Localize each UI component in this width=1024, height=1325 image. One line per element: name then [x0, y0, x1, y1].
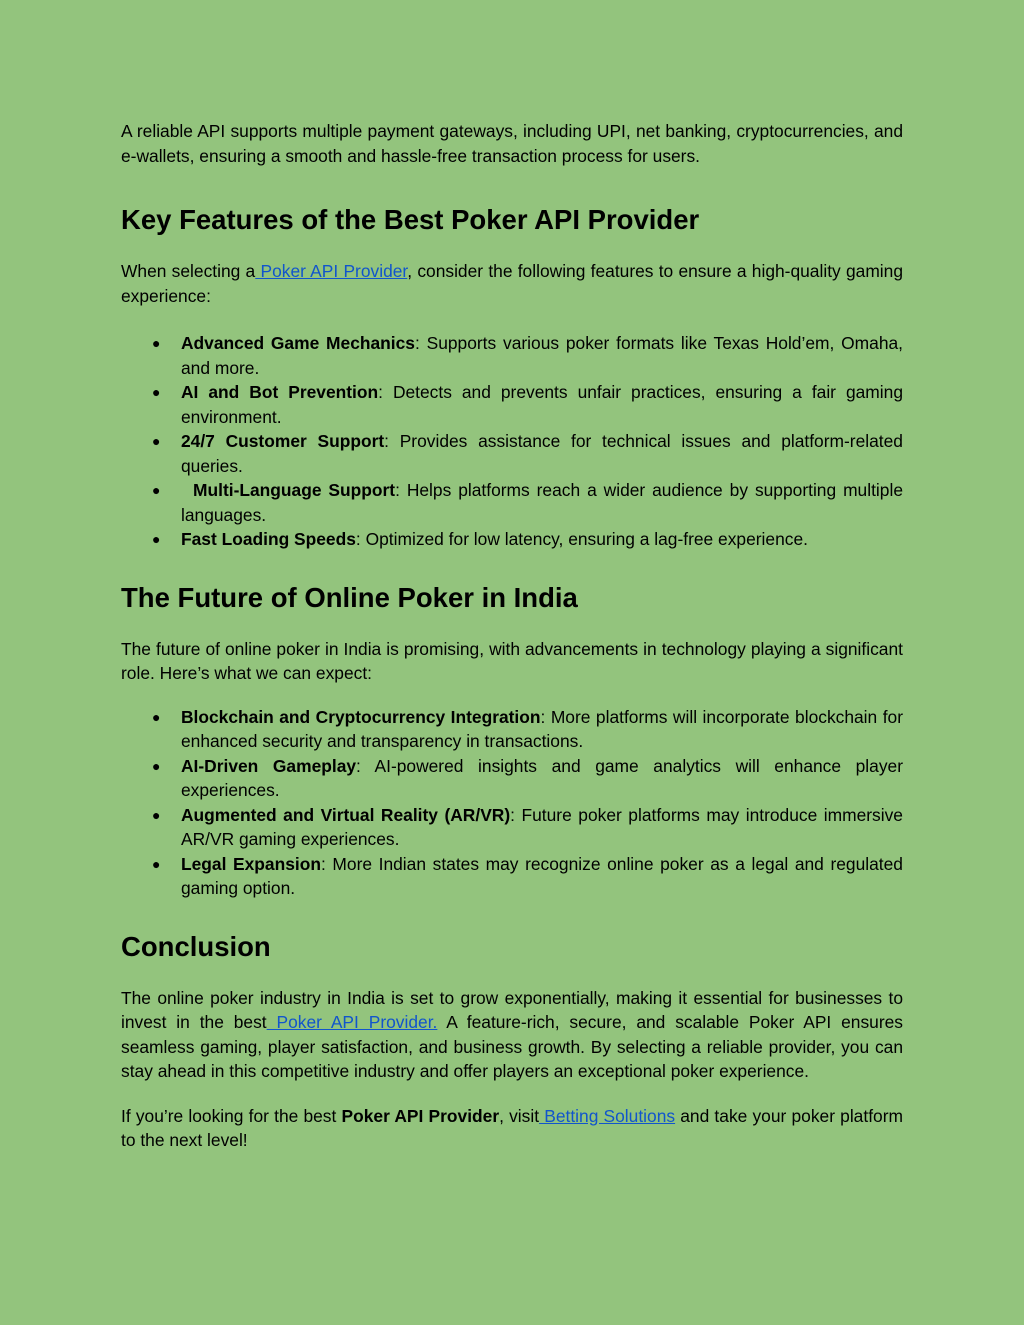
call-to-action-paragraph: [121, 1104, 903, 1153]
list-item-desc: : Detects and prevents unfair practices, ensuring a fair gaming environment.: [181, 382, 903, 427]
bullet-icon: ●: [152, 384, 161, 400]
list-item-desc: : Provides assistance for technical issues and platform-related queries.: [181, 431, 903, 476]
cta-bold-term: Poker API Provider: [341, 1105, 500, 1126]
features-lead-after: , consider the following features to ensure a high-quality gaming experience:: [121, 261, 904, 306]
list-item-term: Fast Loading Speeds: [181, 529, 356, 549]
list-item-desc: : Helps platforms reach a wider audience by supporting multiple languages.: [181, 480, 903, 525]
intro-paragraph: A reliable API supports multiple payment gateways, including UPI, net banking, cryptocurrencies, and e-wallets, ensuring a smooth and hassle-free transaction process for users.: [121, 121, 903, 166]
list-item-term: AI and Bot Prevention: [181, 382, 379, 402]
bullet-icon: ●: [152, 433, 161, 449]
list-item: [121, 380, 903, 429]
list-item-desc: : More platforms will incorporate blockchain for enhanced security and transparency in transactions.: [181, 706, 903, 751]
bullet-icon: ●: [152, 708, 161, 725]
poker-api-provider-link[interactable]: Poker API Provider: [255, 261, 408, 281]
cta-text-before: If you’re looking for the best: [121, 1105, 342, 1126]
conclusion-heading: Conclusion: [121, 930, 271, 962]
future-lead-paragraph: The future of online poker in India is promising, with advancements in technology playing a significant role. Here’s what we can expect:: [121, 638, 903, 683]
future-list: [121, 705, 903, 901]
list-item: [121, 527, 903, 552]
cta-text-after: and take your poker platform to the next level!: [121, 1105, 903, 1150]
features-heading: Key Features of the Best Poker API Provider: [121, 204, 700, 235]
betting-solutions-link[interactable]: Betting Solutions: [539, 1105, 676, 1126]
list-item-desc: : Optimized for low latency, ensuring a lag-free experience.: [355, 529, 808, 549]
list-item-term: Blockchain and Cryptocurrency Integration: [181, 706, 541, 727]
bullet-icon: ●: [152, 757, 161, 774]
features-lead-paragraph: [121, 259, 903, 308]
list-item: [121, 478, 903, 527]
list-item: [121, 803, 903, 852]
list-item: [121, 429, 903, 478]
poker-api-provider-link[interactable]: Poker API Provider.: [266, 1012, 438, 1032]
bullet-icon: ●: [152, 335, 161, 351]
features-lead-before: When selecting a: [121, 261, 256, 281]
conclusion-paragraph: [121, 986, 903, 1084]
bullet-icon: ●: [152, 531, 161, 547]
future-heading: The Future of Online Poker in India: [121, 581, 578, 613]
bullet-icon: ●: [152, 806, 161, 823]
list-item-desc: : More Indian states may recognize online poker as a legal and regulated gaming option.: [181, 853, 903, 898]
features-list: [121, 331, 903, 552]
document-body: [121, 119, 903, 1153]
bullet-icon: ●: [152, 482, 161, 498]
conclusion-text-after: A feature-rich, secure, and scalable Poker API ensures seamless gaming, player satisfaction, and business growth. By selecting a reliable provider, you can stay ahead in this competitive industry and offer players an exceptional poker experience.: [121, 1012, 903, 1081]
list-item-term: Legal Expansion: [181, 853, 321, 874]
cta-text-mid: , visit: [499, 1105, 540, 1126]
list-item-term: Advanced Game Mechanics: [181, 333, 415, 353]
list-item: [121, 331, 903, 380]
list-item: [121, 754, 903, 803]
list-item-term: 24/7 Customer Support: [181, 431, 385, 451]
list-item: [121, 705, 903, 754]
bullet-icon: ●: [152, 855, 161, 872]
list-item-term: Multi-Language Support: [193, 480, 396, 500]
list-item-desc: : Future poker platforms may introduce immersive AR/VR gaming experiences.: [181, 804, 903, 849]
list-item-term: AI-Driven Gameplay: [181, 755, 357, 776]
conclusion-text-before: The online poker industry in India is set to grow exponentially, making it essential for businesses to invest in the best: [121, 987, 903, 1032]
list-item: [121, 852, 903, 901]
list-item-desc: : Supports various poker formats like Texas Hold’em, Omaha, and more.: [181, 333, 903, 378]
list-item-desc: : AI-powered insights and game analytics will enhance player experiences.: [181, 755, 903, 800]
list-item-term: Augmented and Virtual Reality (AR/VR): [181, 804, 511, 825]
